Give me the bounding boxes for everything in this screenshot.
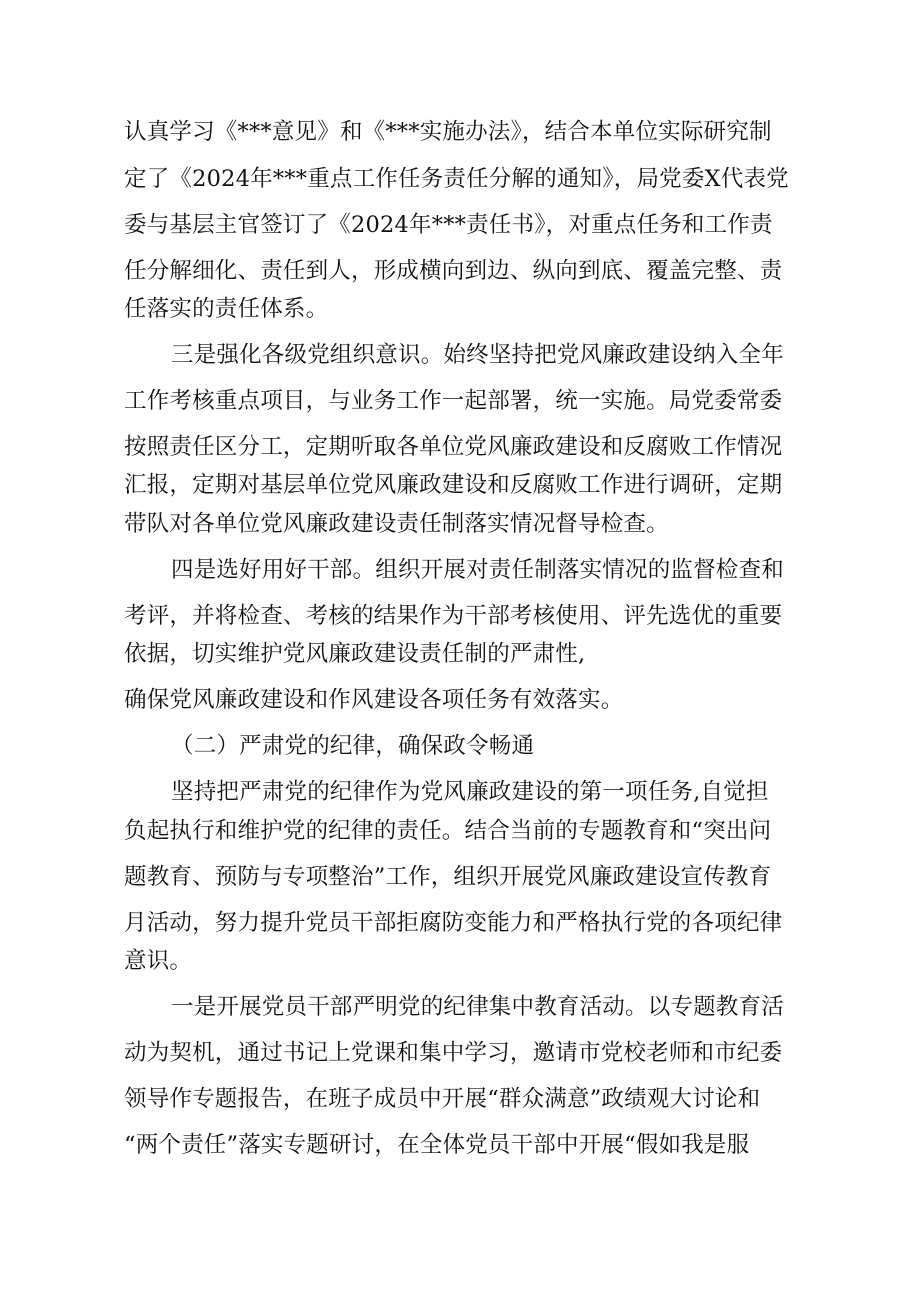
paragraph-line: 定了《2024年***重点工作任务责任分解的通知》，局党委X代表党 [124,166,789,192]
paragraph-line: 带队对各单位党风廉政建设责任制落实情况督导检查。 [124,511,669,537]
paragraph-line: 认真学习《***意见》和《***实施办法》，结合本单位实际研究制 [124,119,772,145]
paragraph-line: 三是强化各级党组织意识。始终坚持把党风廉政建设纳入全年 [171,342,784,368]
paragraph-line: 负起执行和维护党的纪律的责任。结合当前的专题教育和“突出问 [124,818,772,844]
paragraph-line: 月活动，努力提升党员干部拒腐防变能力和严格执行党的各项纪律 [124,910,783,936]
paragraph-line: “两个责任”落实专题研讨，在全体党员干部中开展“假如我是服 [124,1132,750,1158]
section-heading: （二）严肃党的纪律，确保政令畅通 [171,733,535,759]
paragraph-line: 题教育、预防与专项整治”工作，组织开展党风廉政建设宣传教育 [124,864,772,890]
paragraph-line: 动为契机，通过书记上党课和集中学习，邀请市党校老师和市纪委 [124,1040,783,1066]
paragraph-line: 汇报，定期对基层单位党风廉政建设和反腐败工作进行调研，定期 [124,472,783,498]
paragraph-line: 确保党风廉政建设和作风建设各项任务有效落实。 [124,687,624,713]
paragraph-line: 领导作专题报告，在班子成员中开展“群众满意”政绩观大讨论和 [124,1086,761,1112]
paragraph-line: 坚持把严肃党的纪律作为党风廉政建设的第一项任务,自觉担 [171,779,769,805]
paragraph-line: 工作考核重点项目，与业务工作一起部署，统一实施。局党委常委 [124,388,783,414]
paragraph-line: 依据，切实维护党风廉政建设责任制的严肃性, [124,641,586,667]
paragraph-line: 任分解细化、责任到人，形成横向到边、纵向到底、覆盖完整、责 [124,258,783,284]
paragraph-line: 考评，并将检查、考核的结果作为干部考核使用、评先选优的重要 [124,603,783,629]
paragraph-line: 意识。 [124,948,193,974]
paragraph-line: 四是选好用好干部。组织开展对责任制落实情况的监督检查和 [171,557,784,583]
paragraph-line: 任落实的责任体系。 [124,296,329,322]
paragraph-line: 按照责任区分工，定期听取各单位党风廉政建设和反腐败工作情况 [124,434,783,460]
paragraph-line: 一是开展党员干部严明党的纪律集中教育活动。以专题教育活 [171,994,784,1020]
paragraph-line: 委与基层主官签订了《2024年***责任书》，对重点任务和工作责 [124,212,773,238]
